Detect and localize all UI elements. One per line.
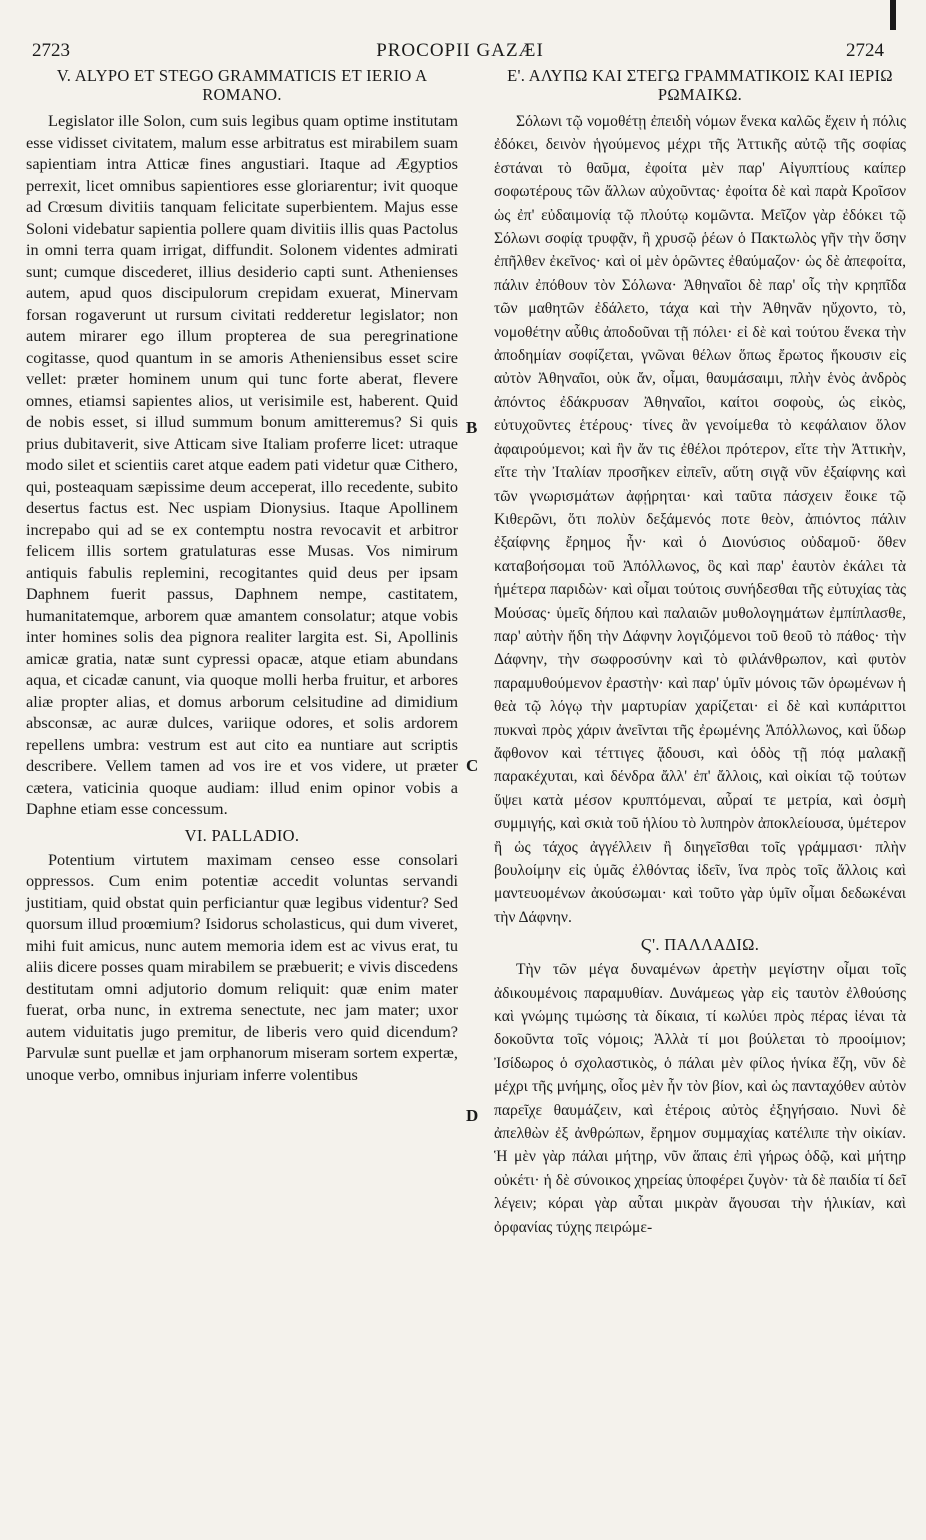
page-header <box>24 40 896 64</box>
margin-marker-d: D <box>466 1106 479 1125</box>
greek-letter-5-text: Σόλωνι τῷ νομοθέτῃ ἐπειδὴ νόμων ἕνεκα καλῶς ἔχειν ἡ πόλις ἐδόκει, δεινὸν ἡγούμενος μέχρι τῆς Ἀττικῆς αὐτῷ τῆς σοφίας ἑστάναι τὸ θαῦμα, ἐφοίτα μὲν παρ' Αἰγυπτίους καίπερ σοφωτέρους τῶν ἄλλων αὐχοῦντας· ἐφοίτα δὲ καὶ παρὰ Κροῖσον ὡς ἐπ' εὐδαιμονίᾳ τῷ πλούτῳ κομῶντα. Μεῖζον γὰρ ἐδόκει τῷ Σόλωνι σοφίᾳ τρυφᾷν, ἢ χρυσῷ ῥέων ὁ Πακτωλὸς γῆν τὴν ὅσην ἐπῆλθεν ἐκεῖνος· καὶ οἱ μὲν ὁρῶντες ἐθαύμαζον· ὡς δὲ ἀπεφοίτα, πάλιν ἐπόθουν τὸν Σόλωνα· Ἀθηναῖοι δὲ παρ' οἷς τὴν κρηπῖδα τῶν μαθητῶν ἐδάλετο, τάχα καὶ τὴν Ἀθηνᾶν ηὔχοντο, τὸ, νομοθέτην αὖθις ἀποδοῦναι τῇ πόλει· εἰ δὲ καὶ τούτου ἕνεκα τὴν ἀποδημίαν σοφίζεται, γνῶναι θέλων ὅπως ἔρωτος ἥκουσιν εἰς αὐτὸν Ἀθηναῖοι, οὐκ ἄν, οἶμαι, θαυμάσαιμι, πλὴν ἑνὸς ἀνδρὸς ἀπόντος ἐδάκρυσαν Ἀθηναῖοι, καίτοι σοφοὺς, ὡς εἰκὸς, εὐτυχοῦντες ἑτέρους· τίνες ἂν γενοίμεθα τὸ κεφάλαιον ὅλον ἀφαιρούμενοι; καὶ ἣν ἄν τις ἐθέλοι πρότερον, εἴτε τὴν Ἀττικὴν, εἴτε τὴν Ἰταλίαν προσῆκεν εἰπεῖν, αὕτη σιγᾷ νῦν ἐξαίφνης καὶ τῶν γνωρισμάτων ἀφῄρηται· καὶ ταῦτα πάσχειν ἔοικε τῷ Κιθερῶνι, ὅτι πολὺν δεξάμενός ποτε θεὸν, ἀπιόντος πάλιν ἐξαίφνης ἔρημος ἦν· καὶ ὁ Διονύσιος οὐδαμοῦ· ὅθεν καταβοήσομαι τοῦ Ἀπόλλωνος, ὃς καὶ παρ' ἑαυτὸν ἐκάλει τὰ ἡμέτερα παριδὼν· καὶ οἶμαι τούτοις συνήδεσθαι τῆς εὐτυχίας τὰς Μούσας· ὑμεῖς δήπου καὶ παλαιῶν μυθολογημάτων ἐμπίπλασθε, παρ' αὐτὴν ἤδη τὴν Δάφνην λογιζόμενοι τοῦ θεοῦ τὸ πάθος· τὴν Δάφνην, τὴν σωφροσύνην καὶ τὸ φιλάνθρωπον, καὶ φυτὸν παραμυθούμενον ἐραστὴν· καὶ παρ' ὑμῖν μόνοις τῶν ὁρωμένων ἡ θεὰ τῷ λόγῳ τὴν μαρτυρίαν χαρίζεται· εἰ δὲ καὶ κυπάριττοι πυκναὶ πρὸς χάριν ἀνεῖνται τῆς ἐρωμένης Ἀπόλλωνος, καὶ ὕδωρ ἄφθονον καὶ τέττιγες ᾄδουσι, καὶ ὁδὸς τῇ πόᾳ μαλακῇ παρακέχυται, καὶ δένδρα ἄλλ' ἐπ' ἄλλοις, καὶ οἰκίαι τῷ τούτων ὕψει κατὰ μέσον κρυπτόμεναι, αὖραί τε μετρία, καὶ ὀσμὴ συμμιγής, καὶ σκιὰ τοῦ ἡλίου τὸ λυπηρὸν ἀποκλείουσα, ὑμέτερον ἢ ὡς τάχος ἀγγέλλειν ἢ διηγεῖσθαι τοῖς γράμμασι· πλὴν βουλοίμην εἰς ὑμᾶς ἐλθόντας ἰδεῖν, ἵνα πρὸς τοῖς ἄλλοις καὶ μαντευομένων ἀκούσωμαι· καὶ τοῦτο γὰρ ὑμῖν οἶμαι δεδωκέναι τὴν Δάφνην. <box>494 113 906 926</box>
greek-column <box>494 66 906 1239</box>
left-column-number: 2723 <box>32 40 70 61</box>
margin-marker-b: B <box>466 418 478 437</box>
running-title: PROCOPII GAZÆI <box>376 40 544 61</box>
greek-letter-6-text: Τὴν τῶν μέγα δυναμένων ἀρετὴν μεγίστην οἶμαι τοῖς ἀδικουμένοις παραμυθίαν. Δυνάμεως γὰρ εἰς ταυτὸν ἐλθούσης καὶ γνώμης τιμώσης τὰ δίκαια, τί κωλύει πρὸς πέρας ἰέναι τὰ δοκοῦντα τοῖς νόμοις; Ἀλλὰ τί μοι βούλεται τὸ προοίμιον; Ἰσίδωρος ὁ σχολαστικὸς, ὁ πάλαι μὲν φίλος ἡνίκα ἔζη, νῦν δὲ μέχρι τῆς μνήμης, οἷος μὲν ἦν τὸν βίον, καὶ ὡς πανταχόθεν αὐτὸν παρεῖχε θαυμάζειν, καὶ ἑτέροις αὐτὸς ἐξηγήσαιο. Νυνὶ δὲ ἀπελθὼν ἐξ ἀνθρώπων, ἔρημον συμμαχίας κατέλιπε τὴν οἰκίαν. Ἡ μὲν γὰρ πάλαι μήτηρ, νῦν ἅπαις ἐπὶ γήρως ὁδῷ, καὶ μήτηρ οὐκέτι· ἡ δὲ σύνοικος χηρείας ὑποφέρει ζυγὸν· τὰ δὲ παιδία τί δεῖ λέγειν; κόραι γὰρ αὗται μικρὰν ἄγουσαι τὴν ἡλικίαν, καὶ ὀρφανίας τύχης πειρώμε- <box>494 961 906 1236</box>
page-edge-mark <box>890 0 896 30</box>
latin-letter-5-title: V. ALYPO ET STEGO GRAMMATICIS ET IERIO A ROMANO. <box>56 66 428 104</box>
latin-letter-6-title: VI. PALLADIO. <box>184 825 300 845</box>
latin-column <box>26 66 458 1085</box>
greek-letter-5-title: Ε'. ΑΛΥΠΩ ΚΑΙ ΣΤΕΓΩ ΓΡΑΜΜΑΤΙΚΟΙΣ ΚΑΙ ΙΕΡΙΩ ΡΩΜΑΙΚΩ. <box>507 66 893 104</box>
greek-letter-6-title: Ϛ'. ΠΑΛΛΑΔΙΩ. <box>640 935 760 955</box>
right-column-number: 2724 <box>846 40 884 61</box>
latin-letter-6-text: Potentium virtutem maximam censeo esse consolari oppressos. Cum enim potentiæ accedit voluntas servandi justitiam, quid obstat quin perficiantur quæ legibus videntur? Sed quorsum illud proœmium? Isidorus scholasticus, qui dum viveret, mihi fuit amicus, nunc autem memoria idem est ac vivus erat, tu aliis dicere posses quam mirabilem se præbuerit; e vivis discedens destitutam omni adjutorio domum reliquit: quæ enim mater fuerat, orba nunc, in extrema senectute, nec jam mater; uxor autem viduitatis jugo premitur, de liberis vero quid dicendum? Parvulæ sunt puellæ et jam orphanorum miseram sortem expertæ, unoque verbo, omnibus injuriam inferre volentibus <box>26 849 458 1084</box>
margin-marker-c: C <box>466 756 479 775</box>
latin-letter-5-text: Legislator ille Solon, cum suis legibus quam optime institutam esse vidisset civitatem, malum esse arbitratus est mirabilem suam sapientiam intra Atticæ fines angustiari. Itaque ad Ægyptios perrexit, licet omnibus sapientiores esse gloriarentur; ivit quoque ad Crœsum divitiis tanquam felicitate superbientem. Majus esse Soloni videbatur sapientia pollere quam divitiis illis quas Pactolus in omni terra quam irrigat, diffundit. Solonem videntes admirati sunt; cumque discederet, illius desiderio capti sunt. Athenienses autem, apud quos discipulorum crepidam exuerat, Minervam forsan rogaverunt ut rursum civitati redderetur legislator; non autem mirarer ego illum propterea de sua peregrinatione cogitasse, quod quantum in se amoris Atheniensibus esset scire vellet: præter hominem unum qui tunc forte aberat, flevere omnes, etiamsi sapientes alios, ut verisimile est, haberent. Quid de nobis esset, si illud summum bonum amitteremus? Si quis prius dubitaverit, sive Atticam sive Italiam proferre licet: utraque modo silet et scientiis caret atque eadem pati videtur quæ Cithero, qui, posteaquam sæpissime deum acceperat, illo recedente, subito desertus factus est. Nec uspiam Dionysius. Itaque Apollinem increpabo qui ad se ex contemptu nostra revocavit et arbitror felicem illis sortem gratulaturas esse Musas. Vos nimirum antiquis fabulis replemini, recogitantes quid deus per ipsam Daphnem fuerit passus, Daphnem nempe, castitatem, humanitatemque, arborem quæ amantem consolatur; atque vobis inter homines solis dea pignora realiter largita est. Si, Apollinis amicæ gratia, natæ sunt cypressi opacæ, atque etiam abundans aqua, et cicadæ canunt, via quoque molli herba fruitur, et arbores aliæ propter alias, et domus arborum celsitudine ad dimidium absconsæ, ac auræ dulces, variique odores, et solis ardorem repellens umbra: vestrum est aut cito ea nuntiare aut scriptis describere. Vellem tamen ad vos ire et vos videre, ut præter cætera, vaticinia quoque audiam: illud enim opinor vobis a Daphne etiam esse concessum. <box>26 111 458 818</box>
